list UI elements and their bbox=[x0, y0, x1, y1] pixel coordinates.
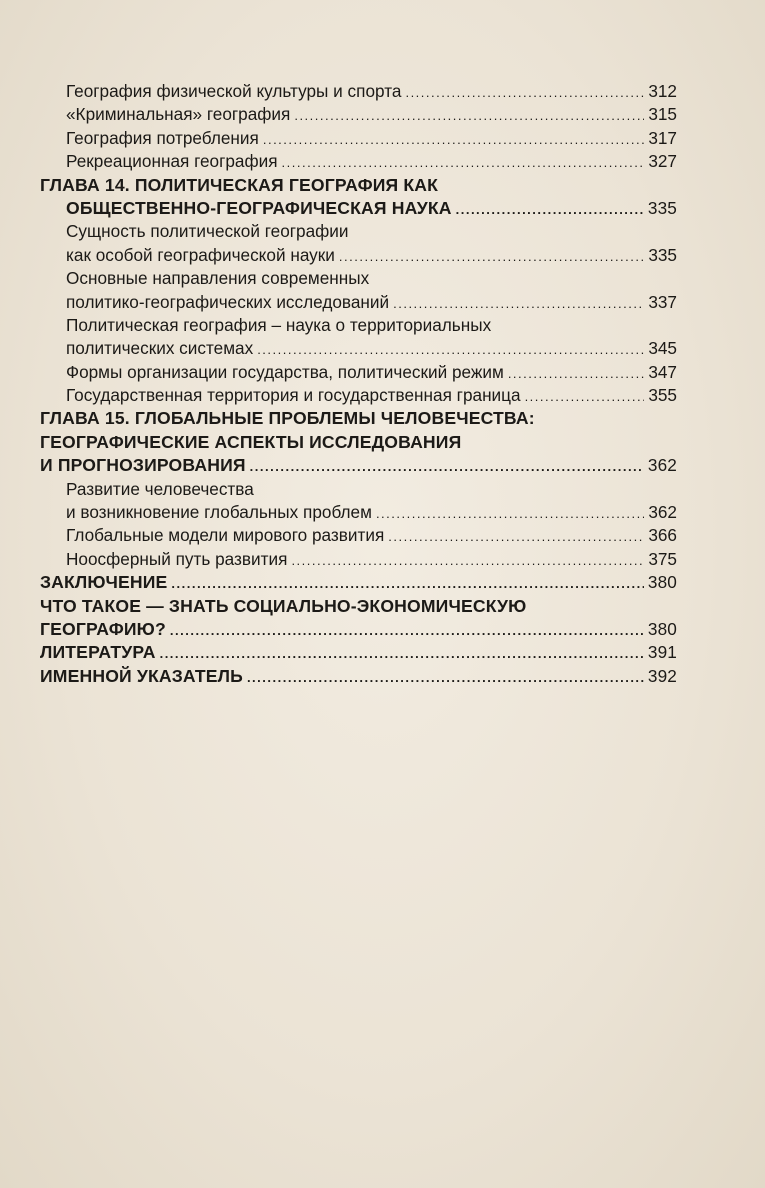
toc-entry-title: и возникновение глобальных проблем bbox=[66, 502, 372, 523]
toc-entry-title: «Криминальная» география bbox=[66, 104, 291, 125]
toc-page-number: 335 bbox=[648, 244, 677, 265]
leader-dots bbox=[257, 338, 644, 361]
toc-entry-title: Государственная территория и государственная граница bbox=[66, 385, 521, 406]
toc-page-number: 380 bbox=[647, 572, 677, 593]
leader-dots bbox=[291, 549, 644, 572]
toc-entry[interactable] bbox=[40, 314, 677, 361]
toc-entry-title: Рекреационная география bbox=[66, 151, 278, 172]
toc-page-number: 347 bbox=[648, 361, 677, 382]
toc-page-number: 362 bbox=[648, 502, 677, 523]
toc-entry-title: География физической культуры и спорта bbox=[66, 81, 402, 101]
leader-dots bbox=[456, 198, 644, 221]
toc-entry[interactable] bbox=[40, 524, 677, 547]
toc-entry-title: ИМЕННОЙ УКАЗАТЕЛЬ bbox=[40, 665, 243, 686]
toc-entry-title: Развитие человечества bbox=[66, 478, 254, 499]
toc-entry-title: И ПРОГНОЗИРОВАНИЯ bbox=[40, 455, 246, 476]
leader-dots bbox=[405, 81, 644, 104]
toc-entry-title: политических системах bbox=[66, 338, 254, 359]
toc-entry-title: ОБЩЕСТВЕННО-ГЕОГРАФИЧЕСКАЯ НАУКА bbox=[66, 197, 452, 218]
toc-page-number: 355 bbox=[648, 385, 677, 406]
leader-dots bbox=[525, 385, 645, 408]
toc-entry-title: ГЛАВА 14. ПОЛИТИЧЕСКАЯ ГЕОГРАФИЯ КАК bbox=[40, 174, 439, 195]
toc-entry-title: ГЛАВА 15. ГЛОБАЛЬНЫЕ ПРОБЛЕМЫ ЧЕЛОВЕЧЕСТВА: bbox=[40, 408, 535, 429]
toc-entry-title: ГЕОГРАФИЮ? bbox=[40, 618, 166, 639]
leader-dots bbox=[263, 128, 644, 151]
leader-dots bbox=[250, 455, 644, 478]
toc-page-number: 312 bbox=[648, 81, 677, 101]
toc-entry-title: Политическая география – наука о территориальных bbox=[66, 314, 492, 335]
leader-dots bbox=[508, 362, 645, 385]
leader-dots bbox=[388, 525, 644, 548]
leader-dots bbox=[393, 292, 644, 315]
toc-entry-title: ЗАКЛЮЧЕНИЕ bbox=[40, 572, 168, 593]
toc-page-number: 327 bbox=[648, 151, 677, 172]
toc-chapter[interactable] bbox=[40, 665, 677, 688]
toc-page-number: 345 bbox=[648, 338, 677, 359]
toc-entry-title: Формы организации государства, политический режим bbox=[66, 361, 504, 382]
toc-entry-title: ЛИТЕРАТУРА bbox=[40, 642, 156, 663]
toc-entry-title: Ноосферный путь развития bbox=[66, 548, 288, 569]
toc-entry-title: Основные направления современных bbox=[66, 268, 370, 289]
toc-chapter[interactable] bbox=[40, 595, 677, 642]
toc-page-number: 337 bbox=[648, 291, 677, 312]
toc-page-number: 362 bbox=[647, 455, 677, 476]
toc-page-number: 391 bbox=[647, 642, 677, 663]
bleed-through-imprint bbox=[150, 735, 650, 849]
toc-chapter[interactable] bbox=[40, 571, 677, 594]
toc-entry[interactable] bbox=[40, 384, 677, 407]
leader-dots bbox=[294, 104, 644, 127]
toc-chapter[interactable] bbox=[40, 407, 677, 477]
toc-entry-title: Сущность политической географии bbox=[66, 221, 349, 242]
table-of-contents bbox=[40, 80, 677, 688]
toc-entry[interactable] bbox=[40, 103, 677, 126]
leader-dots bbox=[171, 572, 643, 595]
leader-dots bbox=[376, 502, 644, 525]
toc-entry-title: География потребления bbox=[66, 127, 259, 148]
toc-entry[interactable] bbox=[40, 127, 677, 150]
toc-entry-title: Глобальные модели мирового развития bbox=[66, 525, 385, 546]
toc-entry[interactable] bbox=[40, 267, 677, 314]
toc-entry[interactable] bbox=[40, 150, 677, 173]
leader-dots bbox=[160, 642, 644, 665]
toc-page-number: 317 bbox=[648, 127, 677, 148]
leader-dots bbox=[247, 666, 644, 689]
toc-entry[interactable] bbox=[40, 478, 677, 525]
leader-dots bbox=[282, 151, 645, 174]
toc-page-number: 375 bbox=[648, 548, 677, 569]
toc-entry[interactable] bbox=[40, 548, 677, 571]
toc-entry-title: как особой географической науки bbox=[66, 244, 335, 265]
toc-entry-title: ЧТО ТАКОЕ — ЗНАТЬ СОЦИАЛЬНО-ЭКОНОМИЧЕСКУЮ bbox=[40, 595, 527, 616]
toc-entry[interactable] bbox=[40, 80, 677, 103]
toc-chapter[interactable] bbox=[40, 641, 677, 664]
toc-page-number: 366 bbox=[648, 525, 677, 546]
leader-dots bbox=[339, 245, 644, 268]
toc-page-number: 315 bbox=[648, 104, 677, 125]
toc-page-number: 335 bbox=[647, 197, 677, 218]
toc-entry[interactable] bbox=[40, 220, 677, 267]
toc-entry[interactable] bbox=[40, 361, 677, 384]
leader-dots bbox=[170, 619, 644, 642]
toc-page-number: 380 bbox=[647, 618, 677, 639]
toc-page-number: 392 bbox=[647, 665, 677, 686]
toc-entry-title: ГЕОГРАФИЧЕСКИЕ АСПЕКТЫ ИССЛЕДОВАНИЯ bbox=[40, 431, 462, 452]
toc-chapter[interactable] bbox=[40, 174, 677, 221]
toc-entry-title: политико-географических исследований bbox=[66, 291, 390, 312]
